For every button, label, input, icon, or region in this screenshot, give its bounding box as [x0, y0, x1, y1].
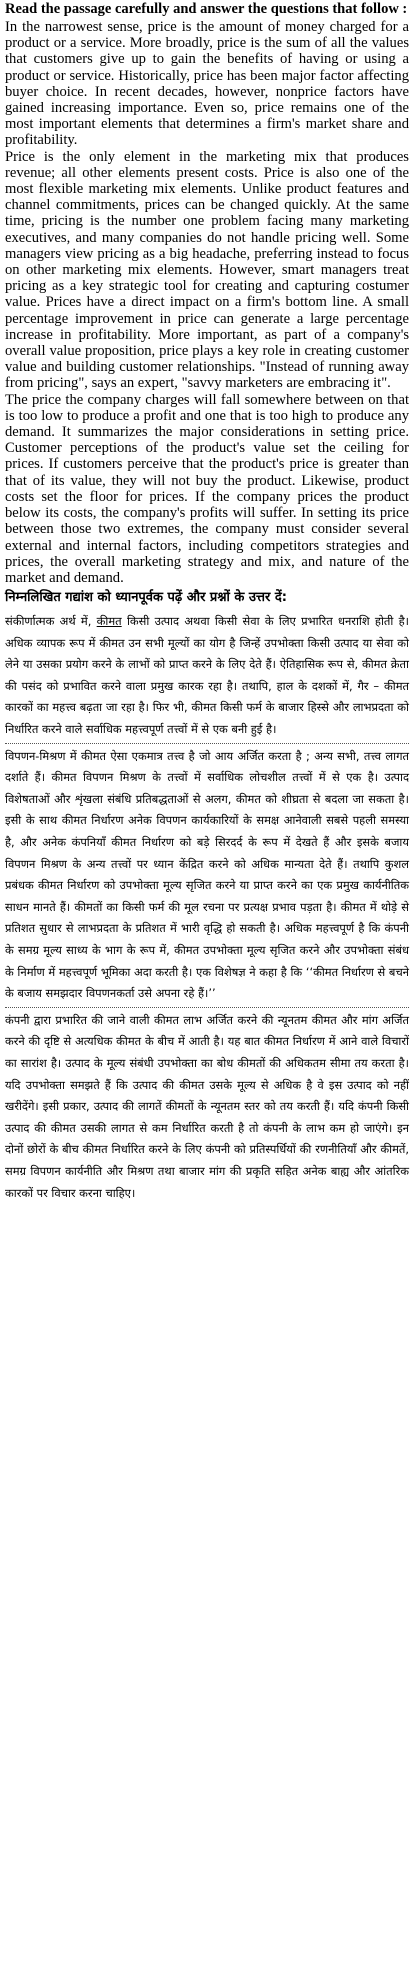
hindi-paragraph-3: कंपनी द्वारा प्रभारित की जाने वाली कीमत लाभ अर्जित करने की न्यूनतम कीमत और मांग अर्जित करने की दृष्टि से अत्यधिक कीमत के बीच में आती है। यह बात कीमत निर्धारण में आने वाले विचारों का सारांश है। उत्पाद के मूल्य संबंधी उपभोक्ता का बोध कीमतों की अधिकतम सीमा तय करता है। यदि उपभोक्ता समझते हैं कि उत्पाद की कीमत उसके मूल्य से अधिक है वे इस उत्पाद को नहीं खरीदेंगे। इसी प्रकार, उत्पाद की लागतें कीमतों के न्यूनतम स्तर को तय करती हैं। यदि कंपनी किसी उत्पाद की कीमत उसकी लागत से कम निर्धारित करती है तो कंपनी के लाभ कम हो जाएंगे। इन दोनों छोरों के बीच कीमत निर्धारित करने के लिए कंपनी को प्रतिस्पर्धियों की रणनीतियाँ और कीमतें, समग्र विपणन कार्यनीति और मिश्रण तथा बाजार मांग की प्रकृति सहित अनेक बाह्य और आंतरिक कारकों पर विचार करना चाहिए। — [5, 1007, 409, 1204]
english-paragraph-3: The price the company charges will fall somewhere between on that is too low to produce a profit and one that is too high to produce any demand. It summarizes the major considerations in setting price. Customer perceptions of the product's value set the ceiling for prices. If customers perceive that the product's price is greater than that of its value, they will not buy the product. Likewise, product costs set the floor for prices. If the company prices the product below its costs, the company's profits will suffer. In setting its price between those two extremes, the company must consider several external and internal factors, including competitors strategies and prices, the overall marketing strategy and mix, and nature of the market and demand. — [5, 391, 409, 586]
hindi-instruction-heading: निम्नलिखित गद्यांश को ध्यानपूर्वक पढ़ें और प्रश्नों के उत्तर दें: — [5, 590, 287, 606]
english-instruction-heading: Read the passage carefully and answer the questions that follow : — [5, 1, 408, 17]
english-paragraph-1: In the narrowest sense, price is the amount of money charged for a product or a service. More broadly, price is the sum of all the values that customers give up to gain the benefits of having or using a product or service. Historically, price has been major factor affecting buyer choice. In recent decades, however, nonprice factors have gained increasing importance. Even so, price remains one of the most important elements that determines a firm's market share and profitability. — [5, 19, 409, 149]
english-paragraph-2: Price is the only element in the marketing mix that produces revenue; all other elements present costs. Price is also one of the most flexible marketing mix elements. Unlike product features and channel commitments, prices can be changed quickly. At the same time, pricing is the number one problem facing many marketing executives, and many companies do not handle pricing well. Some managers view pricing as a big headache, preferring instead to focus on other marketing mix elements. However, smart managers treat pricing as a key strategic tool for creating and capturing costumer value. Prices have a direct impact on a firm's bottom line. A small percentage improvement in price can generate a large percentage increase in profitability. More important, as part of a company's overall value proposition, price plays a key role in creating customer value and building customer relationships. "Instead of running away from pricing", says an expert, "savvy marketers are embracing it". — [5, 148, 409, 392]
hindi-para1-rest: किसी उत्पाद अथवा किसी सेवा के लिए प्रभारित धनराशि होती है। अधिक व्यापक रूप में कीमत उन सभी मूल्यों का योग है जिन्हें उपभोक्ता किसी उत्पाद या सेवा को लेने या उसका प्रयोग करने के लाभों को प्राप्त करने के लिए देते हैं। ऐतिहासिक रूप से, कीमत क्रेता की पसंद को प्रभावित करने वाला प्रमुख कारक रहा है। तथापि, हाल के दशकों में, गैर – कीमत कारकों का महत्त्व बढ़ता जा रहा है। फिर भी, कीमत किसी फर्म के बाजार हिस्से और लाभप्रदता को निर्धारित करने वाले सर्वाधिक महत्त्वपूर्ण तत्त्वों में से एक बनी हुई है। — [5, 614, 410, 737]
hindi-underlined-word: कीमत — [96, 614, 122, 629]
hindi-paragraph-2: विपणन-मिश्रण में कीमत ऐसा एकमात्र तत्त्व है जो आय अर्जित करता है ; अन्य सभी, तत्त्व लागत दर्शाते हैं। कीमत विपणन मिश्रण के तत्त्वों में सर्वाधिक लोचशील तत्त्वों में से एक है। उत्पाद विशेषताओं और शृंखला संबंधि प्रतिबद्धताओं से अलग, कीमत को शीघ्रता से बदला जा सकता है। इसी के साथ कीमत निर्धारण अनेक विपणन कार्यकारियों के समक्ष आनेवाली सबसे पहली समस्या है, और अनेक कंपनियाँ कीमत निर्धारण को बड़े सिरदर्द के रूप में देखते हैं और इसके बजाय विपणन मिश्रण के अन्य तत्त्वों पर ध्यान केंद्रित करने को अधिक मान्यता देते हैं। तथापि कुशल प्रबंधक कीमत निर्धारण को उपभोक्ता मूल्य सृजित करने या प्राप्त करने का एक प्रमुख कार्यनीतिक साधन मानते हैं। कीमतों का किसी फर्म की मूल रचना पर प्रत्यक्ष प्रभाव पड़ता है। कीमत में थोड़े से प्रतिशत सुधार से लाभप्रदता के प्रतिशत में भारी वृद्धि हो सकती है। अधिक महत्त्वपूर्ण है कि कंपनी के समग्र मूल्य साध्य के भाग के रूप में, कीमत उपभोक्ता मूल्य सृजित करने और उपभोक्ता संबंध के निर्माण में महत्त्वपूर्ण भूमिका अदा करती है। एक विशेषज्ञ ने कहा है कि ‘‘कीमत निर्धारण से बचने के बजाय समझदार विपणनकर्ता उसे अपना रहे हैं।’’ — [5, 743, 409, 1005]
hindi-para1-start: संकीर्णात्मक अर्थ में, — [5, 614, 97, 629]
passage-page — [5, 0, 409, 1204]
hindi-paragraph-1 — [5, 611, 409, 741]
